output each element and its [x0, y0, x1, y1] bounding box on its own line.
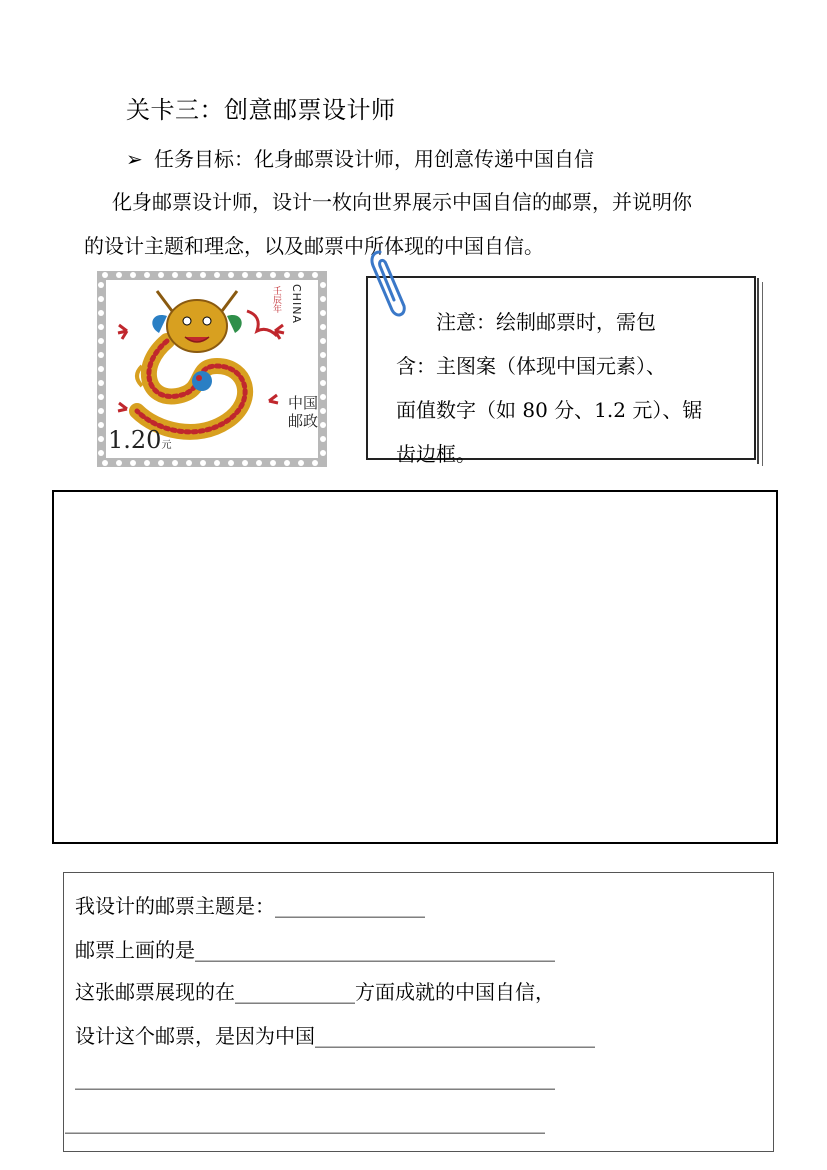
note-line-1: 注意：绘制邮票时，需包	[436, 310, 656, 334]
answer-achievement-line[interactable]: 这张邮票展现的在____________方面成就的中国自信，	[75, 980, 555, 1004]
intro-line-2: 的设计主题和理念，以及邮票中所体现的中国自信。	[84, 234, 544, 258]
arrow-bullet-icon: ➢	[126, 147, 143, 171]
page-title: 关卡三：创意邮票设计师	[126, 96, 396, 124]
intro-line-1: 化身邮票设计师，设计一枚向世界展示中国自信的邮票，并说明你	[112, 190, 692, 214]
note-shadow-line	[762, 282, 766, 466]
note-line-4: 齿边框。	[396, 442, 476, 466]
answer-theme-line[interactable]: 我设计的邮票主题是：_______________	[75, 894, 425, 918]
stamp-country-label: CHINA	[290, 284, 303, 324]
stamp-year-label: 壬辰年	[271, 286, 281, 313]
stamp-value-number: 1.20	[108, 426, 162, 454]
answer-blank-line[interactable]: ________________________________________________	[75, 1066, 555, 1090]
task-objective	[126, 143, 594, 172]
note-line-2: 含：主图案（体现中国元素）、	[396, 354, 666, 378]
stamp-value-unit: 元	[161, 440, 172, 451]
stamp-face-value	[108, 426, 171, 454]
answer-blank-line[interactable]: ________________________________________________	[65, 1110, 545, 1134]
note-line-3: 面值数字（如 80 分、1.2 元）、锯	[396, 398, 703, 422]
stamp-post-label: 中国邮政	[288, 394, 319, 430]
answer-reason-line[interactable]: 设计这个邮票，是因为中国____________________________	[75, 1024, 595, 1048]
task-text: 任务目标：化身邮票设计师，用创意传递中国自信	[154, 147, 594, 171]
answer-content-line[interactable]: 邮票上画的是____________________________________	[75, 938, 555, 962]
stamp-drawing-area[interactable]	[52, 490, 778, 844]
note-text	[396, 300, 736, 476]
